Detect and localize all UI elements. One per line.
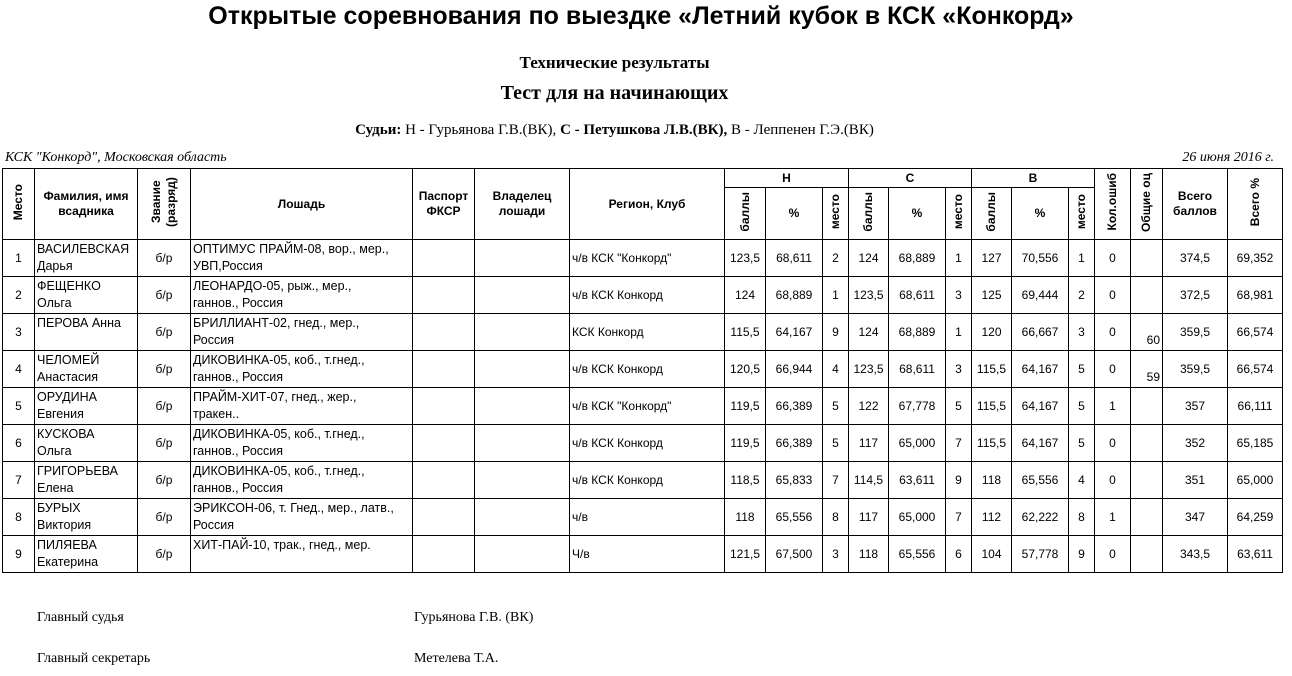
cell-name — [35, 462, 138, 499]
cell-b-points: 127 — [972, 240, 1012, 277]
cell-horse — [191, 388, 413, 425]
cell-h-points: 115,5 — [725, 314, 766, 351]
horse-line-2: ганнов., Россия — [193, 296, 284, 310]
cell-c-place: 6 — [946, 536, 972, 573]
cell-b-place: 3 — [1069, 314, 1095, 351]
cell-passport — [413, 425, 475, 462]
cell-region: ч/в КСК Конкорд — [570, 462, 725, 499]
cell-c-points: 117 — [849, 425, 889, 462]
cell-h-points: 121,5 — [725, 536, 766, 573]
rider-surname: ПЕРОВА Анна — [37, 316, 121, 330]
header-rank: Звание (разряд) — [138, 169, 191, 240]
table-row — [3, 499, 1283, 536]
rider-firstname: Ольга — [37, 444, 72, 458]
cell-common — [1131, 388, 1163, 425]
cell-total: 359,5 — [1163, 351, 1228, 388]
cell-passport — [413, 277, 475, 314]
cell-b-percent: 65,556 — [1012, 462, 1069, 499]
cell-b-percent: 57,778 — [1012, 536, 1069, 573]
cell-b-place: 1 — [1069, 240, 1095, 277]
header-region: Регион, Клуб — [570, 169, 725, 240]
cell-c-percent: 65,000 — [889, 499, 946, 536]
cell-b-percent: 70,556 — [1012, 240, 1069, 277]
cell-common — [1131, 462, 1163, 499]
header-horse: Лошадь — [191, 169, 413, 240]
cell-c-percent: 68,889 — [889, 314, 946, 351]
cell-total: 357 — [1163, 388, 1228, 425]
horse-line-1: ОПТИМУС ПРАЙМ-08, вор., мер., — [193, 242, 389, 256]
cell-h-place: 4 — [823, 351, 849, 388]
cell-c-place: 7 — [946, 425, 972, 462]
horse-line-1: ДИКОВИНКА-05, коб., т.гнед., — [193, 464, 365, 478]
cell-passport — [413, 536, 475, 573]
chief-secretary-label: Главный секретарь — [37, 651, 151, 666]
rider-firstname: Виктория — [37, 518, 92, 532]
table-row — [3, 425, 1283, 462]
cell-b-percent: 69,444 — [1012, 277, 1069, 314]
document-title: Открытые соревнования по выездке «Летний кубок в КСК «Конкорд» — [208, 2, 1074, 30]
cell-b-percent: 64,167 — [1012, 425, 1069, 462]
judge-c: С - Петушкова Л.В.(ВК), — [560, 122, 728, 138]
cell-name — [35, 499, 138, 536]
cell-c-place: 9 — [946, 462, 972, 499]
horse-line-1: ХИТ-ПАЙ-10, трак., гнед., мер. — [193, 538, 371, 552]
header-c-place: место — [946, 188, 972, 240]
cell-horse — [191, 351, 413, 388]
cell-h-place: 5 — [823, 425, 849, 462]
cell-h-points: 118,5 — [725, 462, 766, 499]
header-h-points: баллы — [725, 188, 766, 240]
cell-mistakes: 0 — [1095, 277, 1131, 314]
cell-h-percent: 66,944 — [766, 351, 823, 388]
header-passport: Паспорт ФКСР — [413, 169, 475, 240]
test-name: Тест для на начинающих — [500, 82, 729, 104]
cell-b-place: 5 — [1069, 388, 1095, 425]
cell-total-percent: 65,000 — [1228, 462, 1283, 499]
header-h-percent: % — [766, 188, 823, 240]
header-c-percent: % — [889, 188, 946, 240]
cell-name — [35, 240, 138, 277]
header-judge-c: С — [849, 169, 972, 188]
cell-total-percent: 63,611 — [1228, 536, 1283, 573]
cell-owner — [475, 536, 570, 573]
horse-line-2: ганнов., Россия — [193, 370, 284, 384]
cell-total-percent: 68,981 — [1228, 277, 1283, 314]
cell-region: ч/в КСК Конкорд — [570, 351, 725, 388]
cell-b-points: 104 — [972, 536, 1012, 573]
cell-b-percent: 62,222 — [1012, 499, 1069, 536]
cell-c-place: 5 — [946, 388, 972, 425]
results-table — [2, 168, 1283, 573]
horse-line-2: Россия — [193, 518, 234, 532]
cell-region: ч/в КСК Конкорд — [570, 277, 725, 314]
cell-c-place: 3 — [946, 277, 972, 314]
horse-line-1: ПРАЙМ-ХИТ-07, гнед., жер., — [193, 390, 357, 404]
cell-place: 1 — [3, 240, 35, 277]
cell-passport — [413, 499, 475, 536]
cell-b-place: 8 — [1069, 499, 1095, 536]
cell-name — [35, 388, 138, 425]
cell-b-points: 115,5 — [972, 388, 1012, 425]
cell-total-percent: 69,352 — [1228, 240, 1283, 277]
cell-horse — [191, 277, 413, 314]
header-c-points: баллы — [849, 188, 889, 240]
horse-line-2: ганнов., Россия — [193, 481, 284, 495]
judge-h: Н - Гурьянова Г.В.(ВК), — [401, 122, 561, 138]
cell-h-place: 9 — [823, 314, 849, 351]
cell-place: 8 — [3, 499, 35, 536]
cell-place: 3 — [3, 314, 35, 351]
rider-firstname: Екатерина — [37, 555, 99, 569]
cell-owner — [475, 314, 570, 351]
cell-name — [35, 425, 138, 462]
header-common: Общие оц — [1131, 169, 1163, 240]
cell-total: 343,5 — [1163, 536, 1228, 573]
cell-rank: б/р — [138, 388, 191, 425]
cell-total: 372,5 — [1163, 277, 1228, 314]
cell-h-percent: 66,389 — [766, 388, 823, 425]
cell-b-points: 125 — [972, 277, 1012, 314]
cell-c-percent: 67,778 — [889, 388, 946, 425]
cell-total-percent: 66,574 — [1228, 351, 1283, 388]
header-h-place: место — [823, 188, 849, 240]
cell-total-percent: 65,185 — [1228, 425, 1283, 462]
cell-total: 359,5 — [1163, 314, 1228, 351]
header-place: Место — [3, 169, 35, 240]
cell-h-place: 5 — [823, 388, 849, 425]
cell-h-points: 120,5 — [725, 351, 766, 388]
horse-line-2: Россия — [193, 333, 234, 347]
cell-mistakes: 0 — [1095, 314, 1131, 351]
cell-h-place: 8 — [823, 499, 849, 536]
rider-firstname: Анастасия — [37, 370, 98, 384]
cell-rank: б/р — [138, 499, 191, 536]
header-name: Фамилия, имя всадника — [35, 169, 138, 240]
cell-total-percent: 66,111 — [1228, 388, 1283, 425]
cell-h-place: 1 — [823, 277, 849, 314]
cell-place: 7 — [3, 462, 35, 499]
cell-passport — [413, 314, 475, 351]
rider-surname: ФЕЩЕНКО — [37, 279, 101, 293]
cell-mistakes: 1 — [1095, 388, 1131, 425]
cell-c-points: 122 — [849, 388, 889, 425]
cell-h-points: 119,5 — [725, 388, 766, 425]
cell-region: Ч/в — [570, 536, 725, 573]
horse-line-1: БРИЛЛИАНТ-02, гнед., мер., — [193, 316, 360, 330]
cell-b-percent: 64,167 — [1012, 388, 1069, 425]
cell-rank: б/р — [138, 240, 191, 277]
cell-place: 6 — [3, 425, 35, 462]
rider-surname: ГРИГОРЬЕВА — [37, 464, 119, 478]
cell-h-place: 3 — [823, 536, 849, 573]
cell-passport — [413, 388, 475, 425]
rider-surname: КУСКОВА — [37, 427, 95, 441]
horse-line-1: ЛЕОНАРДО-05, рыж., мер., — [193, 279, 352, 293]
cell-total: 374,5 — [1163, 240, 1228, 277]
cell-owner — [475, 462, 570, 499]
document-date: 26 июня 2016 г. — [1182, 150, 1274, 165]
table-row — [3, 351, 1283, 388]
cell-c-percent: 63,611 — [889, 462, 946, 499]
rider-firstname: Евгения — [37, 407, 84, 421]
cell-c-points: 124 — [849, 314, 889, 351]
cell-owner — [475, 277, 570, 314]
cell-place: 4 — [3, 351, 35, 388]
cell-b-place: 5 — [1069, 425, 1095, 462]
cell-name — [35, 314, 138, 351]
cell-c-points: 117 — [849, 499, 889, 536]
cell-passport — [413, 351, 475, 388]
cell-rank: б/р — [138, 462, 191, 499]
rider-surname: ПИЛЯЕВА — [37, 538, 97, 552]
cell-common — [1131, 277, 1163, 314]
cell-rank: б/р — [138, 277, 191, 314]
cell-name — [35, 351, 138, 388]
horse-line-1: ДИКОВИНКА-05, коб., т.гнед., — [193, 353, 365, 367]
cell-c-percent: 68,889 — [889, 240, 946, 277]
header-mistakes: Кол.ошиб — [1095, 169, 1131, 240]
cell-owner — [475, 499, 570, 536]
cell-horse — [191, 314, 413, 351]
cell-region: КСК Конкорд — [570, 314, 725, 351]
rider-firstname: Дарья — [37, 259, 73, 273]
cell-h-percent: 65,833 — [766, 462, 823, 499]
cell-h-points: 118 — [725, 499, 766, 536]
cell-rank: б/р — [138, 351, 191, 388]
cell-place: 2 — [3, 277, 35, 314]
cell-mistakes: 0 — [1095, 240, 1131, 277]
cell-horse — [191, 425, 413, 462]
cell-horse — [191, 462, 413, 499]
chief-judge-label: Главный судья — [37, 610, 124, 625]
chief-secretary-name: Метелева Т.А. — [414, 651, 499, 666]
cell-total-percent: 64,259 — [1228, 499, 1283, 536]
chief-judge-name: Гурьянова Г.В. (ВК) — [414, 610, 534, 625]
horse-line-1: ДИКОВИНКА-05, коб., т.гнед., — [193, 427, 365, 441]
judges-line — [0, 122, 1229, 139]
cell-b-place: 5 — [1069, 351, 1095, 388]
cell-owner — [475, 388, 570, 425]
cell-passport — [413, 462, 475, 499]
horse-line-2: тракен.. — [193, 407, 240, 421]
header-owner: Владелец лошади — [475, 169, 570, 240]
cell-horse — [191, 499, 413, 536]
cell-owner — [475, 351, 570, 388]
cell-c-percent: 65,556 — [889, 536, 946, 573]
cell-owner — [475, 425, 570, 462]
cell-h-percent: 64,167 — [766, 314, 823, 351]
cell-b-points: 112 — [972, 499, 1012, 536]
cell-common: 59 — [1131, 351, 1163, 388]
cell-mistakes: 0 — [1095, 351, 1131, 388]
horse-line-2: ганнов., Россия — [193, 444, 284, 458]
cell-c-points: 123,5 — [849, 351, 889, 388]
horse-line-2: УВП,Россия — [193, 259, 263, 273]
cell-horse — [191, 536, 413, 573]
cell-place: 9 — [3, 536, 35, 573]
rider-surname: ВАСИЛЕВСКАЯ — [37, 242, 130, 256]
cell-c-points: 114,5 — [849, 462, 889, 499]
cell-b-percent: 66,667 — [1012, 314, 1069, 351]
cell-h-percent: 67,500 — [766, 536, 823, 573]
cell-h-percent: 66,389 — [766, 425, 823, 462]
rider-surname: БУРЫХ — [37, 501, 81, 515]
cell-rank: б/р — [138, 314, 191, 351]
cell-c-percent: 68,611 — [889, 277, 946, 314]
cell-c-points: 124 — [849, 240, 889, 277]
table-row — [3, 388, 1283, 425]
cell-name — [35, 277, 138, 314]
cell-mistakes: 1 — [1095, 499, 1131, 536]
header-b-place: место — [1069, 188, 1095, 240]
organization: КСК "Конкорд", Московская область — [5, 150, 227, 165]
cell-total: 351 — [1163, 462, 1228, 499]
cell-common — [1131, 240, 1163, 277]
cell-b-place: 2 — [1069, 277, 1095, 314]
rider-firstname: Елена — [37, 481, 74, 495]
cell-h-points: 119,5 — [725, 425, 766, 462]
header-b-percent: % — [1012, 188, 1069, 240]
header-total-percent: Всего % — [1228, 169, 1283, 240]
cell-b-points: 118 — [972, 462, 1012, 499]
cell-total-percent: 66,574 — [1228, 314, 1283, 351]
cell-c-place: 1 — [946, 314, 972, 351]
cell-b-percent: 64,167 — [1012, 351, 1069, 388]
cell-mistakes: 0 — [1095, 462, 1131, 499]
cell-c-place: 7 — [946, 499, 972, 536]
rider-surname: ОРУДИНА — [37, 390, 97, 404]
document-subtitle: Технические результаты — [519, 53, 710, 72]
cell-b-points: 115,5 — [972, 425, 1012, 462]
table-row — [3, 314, 1283, 351]
header-b-points: баллы — [972, 188, 1012, 240]
cell-horse — [191, 240, 413, 277]
table-row — [3, 240, 1283, 277]
table-row — [3, 462, 1283, 499]
judge-b: В - Леппенен Г.Э.(ВК) — [727, 122, 874, 138]
cell-h-percent: 68,611 — [766, 240, 823, 277]
table-row — [3, 536, 1283, 573]
cell-h-percent: 65,556 — [766, 499, 823, 536]
cell-b-place: 9 — [1069, 536, 1095, 573]
header-judge-h: Н — [725, 169, 849, 188]
header-judge-b: В — [972, 169, 1095, 188]
cell-b-points: 115,5 — [972, 351, 1012, 388]
cell-h-place: 7 — [823, 462, 849, 499]
cell-b-points: 120 — [972, 314, 1012, 351]
cell-total: 347 — [1163, 499, 1228, 536]
cell-h-percent: 68,889 — [766, 277, 823, 314]
header-total-points: Всего баллов — [1163, 169, 1228, 240]
judges-label: Судьи: — [355, 122, 402, 138]
cell-name — [35, 536, 138, 573]
cell-c-percent: 65,000 — [889, 425, 946, 462]
cell-common — [1131, 536, 1163, 573]
cell-place: 5 — [3, 388, 35, 425]
cell-h-points: 124 — [725, 277, 766, 314]
cell-c-place: 1 — [946, 240, 972, 277]
cell-rank: б/р — [138, 536, 191, 573]
cell-c-points: 123,5 — [849, 277, 889, 314]
cell-h-place: 2 — [823, 240, 849, 277]
cell-region: ч/в КСК "Конкорд" — [570, 388, 725, 425]
rider-surname: ЧЕЛОМЕЙ — [37, 353, 100, 367]
cell-common: 60 — [1131, 314, 1163, 351]
cell-common — [1131, 425, 1163, 462]
cell-rank: б/р — [138, 425, 191, 462]
table-row — [3, 277, 1283, 314]
cell-c-points: 118 — [849, 536, 889, 573]
cell-region: ч/в КСК Конкорд — [570, 425, 725, 462]
cell-region: ч/в — [570, 499, 725, 536]
horse-line-1: ЭРИКСОН-06, т. Гнед., мер., латв., — [193, 501, 394, 515]
rider-firstname: Ольга — [37, 296, 72, 310]
cell-region: ч/в КСК "Конкорд" — [570, 240, 725, 277]
cell-c-percent: 68,611 — [889, 351, 946, 388]
cell-owner — [475, 240, 570, 277]
cell-passport — [413, 240, 475, 277]
cell-mistakes: 0 — [1095, 425, 1131, 462]
cell-mistakes: 0 — [1095, 536, 1131, 573]
cell-c-place: 3 — [946, 351, 972, 388]
cell-common — [1131, 499, 1163, 536]
cell-b-place: 4 — [1069, 462, 1095, 499]
cell-total: 352 — [1163, 425, 1228, 462]
cell-h-points: 123,5 — [725, 240, 766, 277]
